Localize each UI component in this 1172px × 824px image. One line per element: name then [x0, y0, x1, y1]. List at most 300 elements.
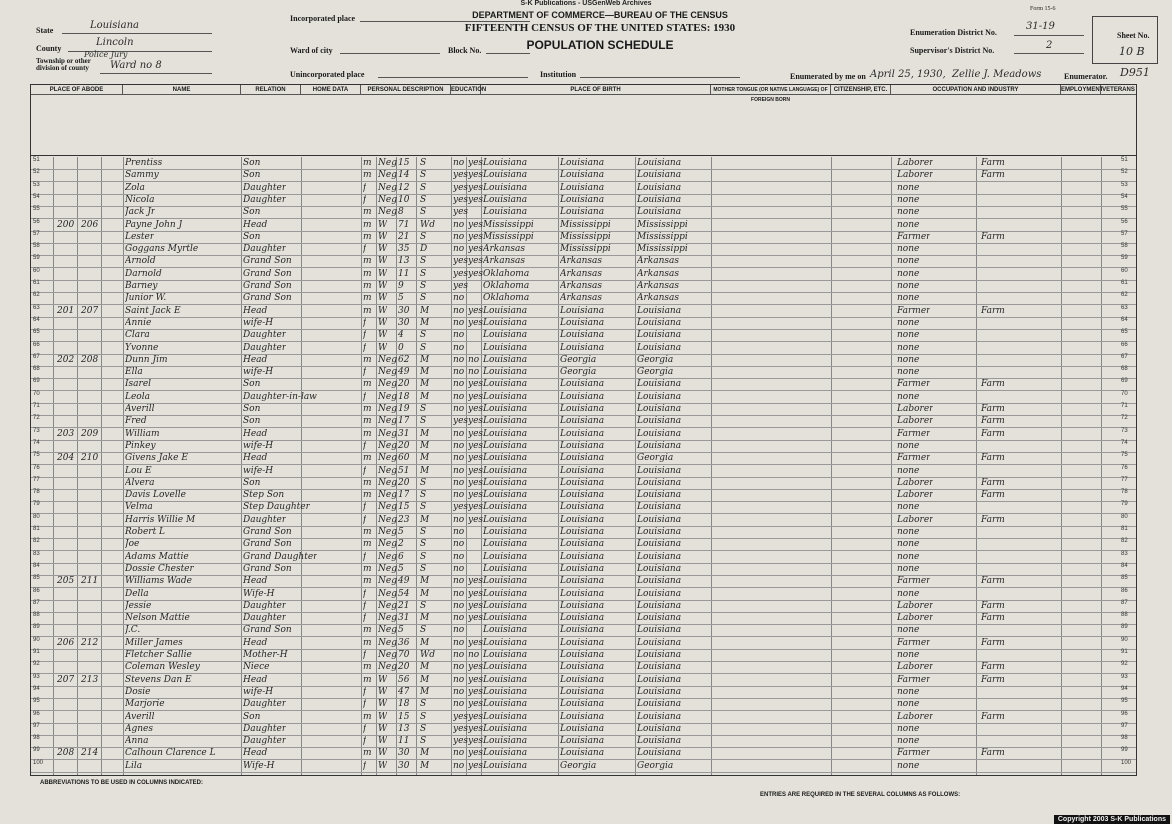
cell-rel: wife-H — [243, 440, 274, 451]
cell-fb: Mississippi — [560, 219, 611, 230]
cell-lit: yes — [468, 748, 484, 759]
cell-pb: Louisiana — [483, 686, 528, 697]
cell-sch: yes — [453, 256, 469, 267]
cell-ms: S — [420, 563, 427, 574]
cell-name: Marjorie — [125, 699, 165, 710]
cell-family: 213 — [81, 674, 99, 685]
cell-pb: Louisiana — [483, 600, 528, 611]
cell-family: 212 — [81, 637, 99, 648]
cell-mb: Mississippi — [637, 219, 688, 230]
table-row — [31, 711, 1136, 724]
cell-rel: Son — [243, 404, 261, 414]
cell-fb: Louisiana — [560, 170, 605, 181]
block-line — [486, 42, 530, 54]
cell-fb: Louisiana — [560, 576, 605, 587]
table-row — [31, 428, 1136, 441]
cell-occ: Laborer — [897, 600, 934, 611]
cell-sch: no — [453, 219, 465, 230]
cell-rel: Grand Son — [243, 293, 292, 304]
cell-lit: yes — [468, 490, 484, 501]
cell-pb: Louisiana — [483, 625, 528, 636]
cell-name: Clara — [125, 330, 150, 341]
township-value: Ward no 8 — [110, 60, 162, 71]
cell-mb: Louisiana — [637, 539, 682, 550]
cell-sch: no — [453, 367, 465, 378]
cell-sch: yes — [453, 723, 469, 734]
cell-race: Neg — [378, 207, 397, 218]
cell-n: 68 — [33, 366, 40, 373]
cell-sex: f — [363, 367, 367, 378]
line-number-right: 97 — [1121, 722, 1128, 729]
cell-ind: Farm — [981, 490, 1005, 501]
cell-sch: no — [453, 600, 465, 611]
cell-occ: none — [897, 367, 920, 378]
cell-pb: Louisiana — [483, 662, 528, 673]
cell-fb: Louisiana — [560, 514, 605, 525]
cell-race: Neg — [378, 428, 397, 439]
cell-sch: no — [453, 699, 465, 710]
table-row — [31, 698, 1136, 711]
cell-ms: S — [420, 281, 427, 291]
cell-pb: Louisiana — [483, 379, 528, 390]
cell-ms: S — [420, 293, 427, 304]
cell-name: Dossie Chester — [125, 563, 194, 574]
cell-sex: m — [363, 625, 372, 636]
line-number-right: 77 — [1121, 476, 1128, 483]
cell-name: Alvera — [125, 477, 155, 488]
line-number-right: 88 — [1121, 612, 1128, 619]
cell-mb: Louisiana — [637, 428, 682, 439]
table-row — [31, 747, 1136, 760]
cell-pb: Louisiana — [483, 576, 528, 587]
cell-age: 13 — [398, 256, 410, 267]
schedule-title: POPULATION SCHEDULE — [526, 38, 674, 52]
cell-sex: m — [363, 256, 372, 267]
cell-n: 91 — [33, 649, 40, 655]
cell-sch: no — [453, 625, 465, 636]
cell-occ: Laborer — [897, 416, 934, 427]
cell-age: 5 — [398, 625, 404, 636]
cell-fb: Louisiana — [560, 736, 605, 747]
line-number-right: 53 — [1121, 181, 1128, 188]
group-occupation: OCCUPATION AND INDUSTRY — [891, 85, 1061, 95]
cell-fb: Louisiana — [560, 416, 605, 427]
table-row — [31, 735, 1136, 748]
cell-sex: m — [363, 293, 372, 304]
cell-occ: none — [897, 465, 920, 476]
cell-pb: Louisiana — [483, 305, 528, 316]
cell-sex: m — [363, 662, 372, 673]
cell-pb: Louisiana — [483, 465, 528, 476]
cell-sch: no — [453, 404, 465, 414]
state-label: State — [36, 26, 54, 35]
cell-pb: Louisiana — [483, 637, 528, 648]
cell-ms: M — [420, 674, 430, 685]
cell-fb: Louisiana — [560, 428, 605, 439]
enumerated-date: April 25, 1930, — [870, 69, 946, 80]
cell-race: W — [378, 317, 388, 328]
cell-ms: S — [420, 416, 427, 427]
cell-occ: none — [897, 650, 920, 660]
copyright: Copyright 2003 S-K Publications — [1054, 815, 1170, 824]
cell-n: 87 — [33, 599, 40, 606]
cell-fb: Louisiana — [560, 158, 605, 168]
cell-name: Lou E — [125, 465, 152, 476]
cell-sex: m — [363, 231, 372, 242]
county-value: Lincoln — [96, 37, 134, 48]
table-row — [31, 317, 1136, 330]
cell-occ: Laborer — [897, 477, 934, 488]
cell-ind: Farm — [981, 158, 1005, 168]
cell-n: 93 — [33, 673, 40, 680]
cell-rel: Daughter-in-law — [243, 391, 317, 402]
group-education: EDUCATION — [451, 87, 487, 93]
cell-n: 92 — [33, 661, 40, 668]
cell-ms: S — [420, 539, 427, 550]
enum-district-label: Enumeration District No. — [910, 28, 997, 37]
cell-age: 8 — [398, 207, 404, 218]
cell-n: 72 — [33, 415, 40, 422]
cell-pb: Louisiana — [483, 563, 528, 574]
line-number-right: 96 — [1121, 710, 1128, 717]
cell-mb: Arkansas — [637, 293, 680, 304]
cell-pb: Louisiana — [483, 391, 528, 402]
cell-ms: S — [420, 404, 427, 414]
cell-fb: Louisiana — [560, 453, 605, 464]
cell-n: 60 — [33, 267, 40, 274]
cell-dwelling: 208 — [57, 748, 75, 759]
cell-race: Neg — [378, 514, 397, 525]
cell-sch: no — [453, 490, 465, 501]
cell-age: 30 — [398, 305, 410, 316]
cell-sch: yes — [453, 268, 469, 279]
table-row — [31, 169, 1136, 182]
cell-race: W — [378, 674, 388, 685]
enumerated-label: Enumerated by me on — [790, 72, 866, 81]
cell-lit: yes — [468, 428, 484, 439]
table-row — [31, 440, 1136, 453]
cell-race: Neg — [378, 354, 397, 365]
cell-lit: yes — [468, 502, 484, 513]
cell-occ: none — [897, 686, 920, 697]
cell-pb: Arkansas — [483, 244, 526, 255]
cell-pb: Louisiana — [483, 170, 528, 181]
cell-name: Prentiss — [125, 158, 163, 168]
cell-mb: Louisiana — [637, 158, 682, 168]
cell-sex: f — [363, 588, 367, 599]
cell-age: 17 — [398, 416, 410, 427]
line-number-right: 72 — [1121, 415, 1128, 422]
cell-rel: Daughter — [243, 194, 287, 205]
cell-sex: m — [363, 748, 372, 759]
cell-n: 89 — [33, 624, 40, 631]
cell-rel: Grand Son — [243, 268, 292, 279]
line-number-right: 69 — [1121, 378, 1128, 385]
cell-occ: none — [897, 293, 920, 304]
cell-ind: Farm — [981, 305, 1005, 316]
cell-sch: yes — [453, 194, 469, 205]
cell-occ: none — [897, 244, 920, 255]
cell-pb: Louisiana — [483, 736, 528, 747]
line-number-right: 83 — [1121, 550, 1128, 557]
cell-dwelling: 206 — [57, 637, 75, 648]
cell-ms: M — [420, 367, 430, 378]
cell-lit: yes — [468, 170, 484, 181]
cell-sch: no — [453, 760, 465, 771]
line-number-right: 75 — [1121, 452, 1128, 459]
table-row — [31, 588, 1136, 601]
cell-occ: Farmer — [897, 576, 931, 587]
cell-n: 65 — [33, 329, 40, 336]
cell-mb: Arkansas — [637, 256, 680, 267]
cell-age: 54 — [398, 588, 410, 599]
cell-rel: Head — [243, 219, 268, 230]
cell-n: 98 — [33, 735, 40, 742]
cell-age: 11 — [398, 268, 410, 279]
cell-name: Anna — [125, 736, 149, 747]
cell-occ: none — [897, 219, 920, 230]
cell-sex: m — [363, 539, 372, 550]
cell-fb: Louisiana — [560, 625, 605, 636]
cell-mb: Arkansas — [637, 268, 680, 279]
cell-race: W — [378, 244, 388, 255]
cell-n: 57 — [33, 230, 40, 237]
cell-pb: Louisiana — [483, 723, 528, 734]
cell-occ: none — [897, 317, 920, 328]
cell-rel: Wife-H — [243, 760, 275, 771]
cell-ms: S — [420, 625, 427, 636]
cell-name: Dosie — [125, 686, 151, 697]
cell-n: 84 — [33, 562, 40, 569]
cell-sch: no — [453, 379, 465, 390]
cell-pb: Louisiana — [483, 748, 528, 759]
cell-fb: Louisiana — [560, 527, 605, 537]
cell-n: 79 — [33, 501, 40, 508]
cell-rel: Head — [243, 354, 268, 365]
cell-fb: Louisiana — [560, 490, 605, 501]
cell-n: 90 — [33, 636, 40, 643]
cell-rel: Step Son — [243, 490, 285, 501]
cell-pb: Oklahoma — [483, 268, 530, 279]
cell-ms: S — [420, 699, 427, 710]
cell-ms: S — [420, 527, 427, 537]
cell-mb: Louisiana — [637, 440, 682, 451]
table-row — [31, 182, 1136, 195]
cell-occ: Laborer — [897, 514, 934, 525]
cell-occ: Laborer — [897, 613, 934, 624]
cell-n: 88 — [33, 612, 40, 619]
cell-n: 77 — [33, 476, 40, 483]
cell-ind: Farm — [981, 600, 1005, 611]
cell-lit: no — [468, 367, 480, 378]
cell-ms: M — [420, 576, 430, 587]
publisher-bar: S-K Publications - USGenWeb Archives — [520, 0, 652, 7]
cell-ms: M — [420, 379, 430, 390]
cell-fb: Arkansas — [560, 256, 603, 267]
cell-rel: Head — [243, 576, 268, 587]
cell-n: 97 — [33, 722, 40, 729]
cell-race: Neg — [378, 563, 397, 574]
line-number-right: 100 — [1121, 759, 1132, 766]
cell-name: Givens Jake E — [125, 453, 188, 464]
cell-rel: Head — [243, 637, 268, 648]
cell-fb: Louisiana — [560, 207, 605, 218]
enumerator-label: Enumerator. — [1064, 72, 1108, 81]
cell-age: 4 — [398, 330, 404, 341]
cell-name: Goggans Myrtle — [125, 244, 199, 255]
cell-fb: Louisiana — [560, 477, 605, 488]
cell-age: 36 — [398, 637, 410, 648]
cell-race: Neg — [378, 600, 397, 611]
table-row — [31, 292, 1136, 305]
cell-fb: Louisiana — [560, 379, 605, 390]
cell-rel: Grand Son — [243, 527, 292, 537]
line-number-right: 98 — [1121, 735, 1128, 742]
cell-pb: Louisiana — [483, 674, 528, 685]
ward-label: Ward of city — [290, 46, 333, 55]
cell-name: Lila — [125, 760, 143, 771]
cell-lit: yes — [468, 736, 484, 747]
line-number-right: 76 — [1121, 464, 1128, 471]
cell-occ: none — [897, 268, 920, 279]
cell-race: W — [378, 231, 388, 242]
cell-rel: Grand Son — [243, 563, 292, 574]
state-value: Louisiana — [90, 20, 139, 31]
cell-rel: wife-H — [243, 686, 274, 697]
cell-mb: Louisiana — [637, 662, 682, 673]
cell-fb: Louisiana — [560, 699, 605, 710]
cell-fb: Louisiana — [560, 674, 605, 685]
cell-sch: no — [453, 650, 465, 660]
cell-lit: yes — [468, 613, 484, 624]
cell-name: Leola — [125, 391, 150, 402]
cell-sex: f — [363, 514, 367, 525]
cell-race: Neg — [378, 158, 397, 168]
cell-pb: Louisiana — [483, 650, 528, 660]
cell-age: 18 — [398, 699, 410, 710]
cell-sex: m — [363, 158, 372, 168]
line-number-right: 64 — [1121, 316, 1128, 323]
table-row — [31, 563, 1136, 576]
cell-ms: M — [420, 637, 430, 648]
cell-age: 5 — [398, 293, 404, 304]
line-number-right: 59 — [1121, 255, 1128, 262]
cell-pb: Louisiana — [483, 539, 528, 550]
line-number-right: 93 — [1121, 673, 1128, 680]
township-note: Police Jury — [84, 50, 128, 59]
cell-sex: m — [363, 637, 372, 648]
cell-occ: Farmer — [897, 428, 931, 439]
table-row — [31, 465, 1136, 478]
cell-rel: Son — [243, 170, 261, 181]
line-number-right: 54 — [1121, 193, 1128, 200]
cell-ms: S — [420, 600, 427, 611]
cell-occ: none — [897, 588, 920, 599]
cell-age: 30 — [398, 317, 410, 328]
cell-ind: Farm — [981, 576, 1005, 587]
cell-ms: M — [420, 354, 430, 365]
cell-fb: Georgia — [560, 760, 597, 771]
cell-age: 20 — [398, 662, 410, 673]
cell-lit: yes — [468, 317, 484, 328]
table-row — [31, 219, 1136, 232]
group-place-of-abode: PLACE OF ABODE — [31, 85, 123, 95]
institution-line — [580, 66, 740, 78]
table-row — [31, 354, 1136, 367]
group-place-of-birth: PLACE OF BIRTH — [481, 85, 711, 95]
cell-sch: no — [453, 354, 465, 365]
cell-lit: yes — [468, 404, 484, 414]
cell-pb: Louisiana — [483, 404, 528, 414]
cell-age: 60 — [398, 453, 410, 464]
cell-lit: yes — [468, 662, 484, 673]
cell-mb: Louisiana — [637, 170, 682, 181]
cell-sex: m — [363, 379, 372, 390]
cell-pb: Louisiana — [483, 158, 528, 168]
cell-name: Zola — [125, 182, 145, 193]
cell-sex: m — [363, 428, 372, 439]
cell-sch: no — [453, 686, 465, 697]
table-row — [31, 366, 1136, 379]
cell-occ: Farmer — [897, 748, 931, 759]
cell-n: 55 — [33, 206, 40, 213]
cell-name: Harris Willie M — [125, 514, 196, 525]
cell-family: 207 — [81, 305, 99, 316]
cell-sex: m — [363, 674, 372, 685]
table-row — [31, 514, 1136, 527]
cell-name: Fletcher Sallie — [125, 650, 192, 660]
cell-name: Della — [125, 588, 149, 599]
cell-ms: D — [420, 244, 428, 255]
cell-sex: m — [363, 416, 372, 427]
cell-pb: Louisiana — [483, 367, 528, 378]
cell-race: Neg — [378, 465, 397, 476]
cell-ms: M — [420, 613, 430, 624]
cell-fb: Louisiana — [560, 465, 605, 476]
cell-sex: f — [363, 391, 367, 402]
cell-occ: none — [897, 723, 920, 734]
cell-lit: yes — [468, 711, 484, 722]
table-row — [31, 231, 1136, 244]
cell-fb: Louisiana — [560, 440, 605, 451]
table-row — [31, 255, 1136, 268]
cell-age: 0 — [398, 342, 404, 353]
cell-occ: none — [897, 194, 920, 205]
cell-mb: Louisiana — [637, 317, 682, 328]
cell-dwelling: 201 — [57, 305, 75, 316]
cell-occ: Laborer — [897, 662, 934, 673]
cell-sch: no — [453, 465, 465, 476]
cell-occ: Laborer — [897, 404, 934, 414]
cell-mb: Louisiana — [637, 650, 682, 660]
census-title: FIFTEENTH CENSUS OF THE UNITED STATES: 1930 — [464, 22, 736, 34]
sheet-box — [1092, 16, 1158, 64]
line-number-right: 92 — [1121, 661, 1128, 668]
line-number-right: 84 — [1121, 562, 1128, 569]
table-row — [31, 378, 1136, 391]
cell-sex: f — [363, 551, 367, 562]
cell-sch: no — [453, 637, 465, 648]
cell-n: 76 — [33, 464, 40, 471]
cell-dwelling: 203 — [57, 428, 75, 439]
cell-pb: Louisiana — [483, 711, 528, 722]
department-title: DEPARTMENT OF COMMERCE—BUREAU OF THE CENSUS — [472, 10, 728, 20]
cell-occ: none — [897, 342, 920, 353]
cell-age: 10 — [398, 194, 410, 205]
cell-family: 214 — [81, 748, 99, 759]
cell-sch: no — [453, 477, 465, 488]
block-label: Block No. — [448, 46, 482, 55]
